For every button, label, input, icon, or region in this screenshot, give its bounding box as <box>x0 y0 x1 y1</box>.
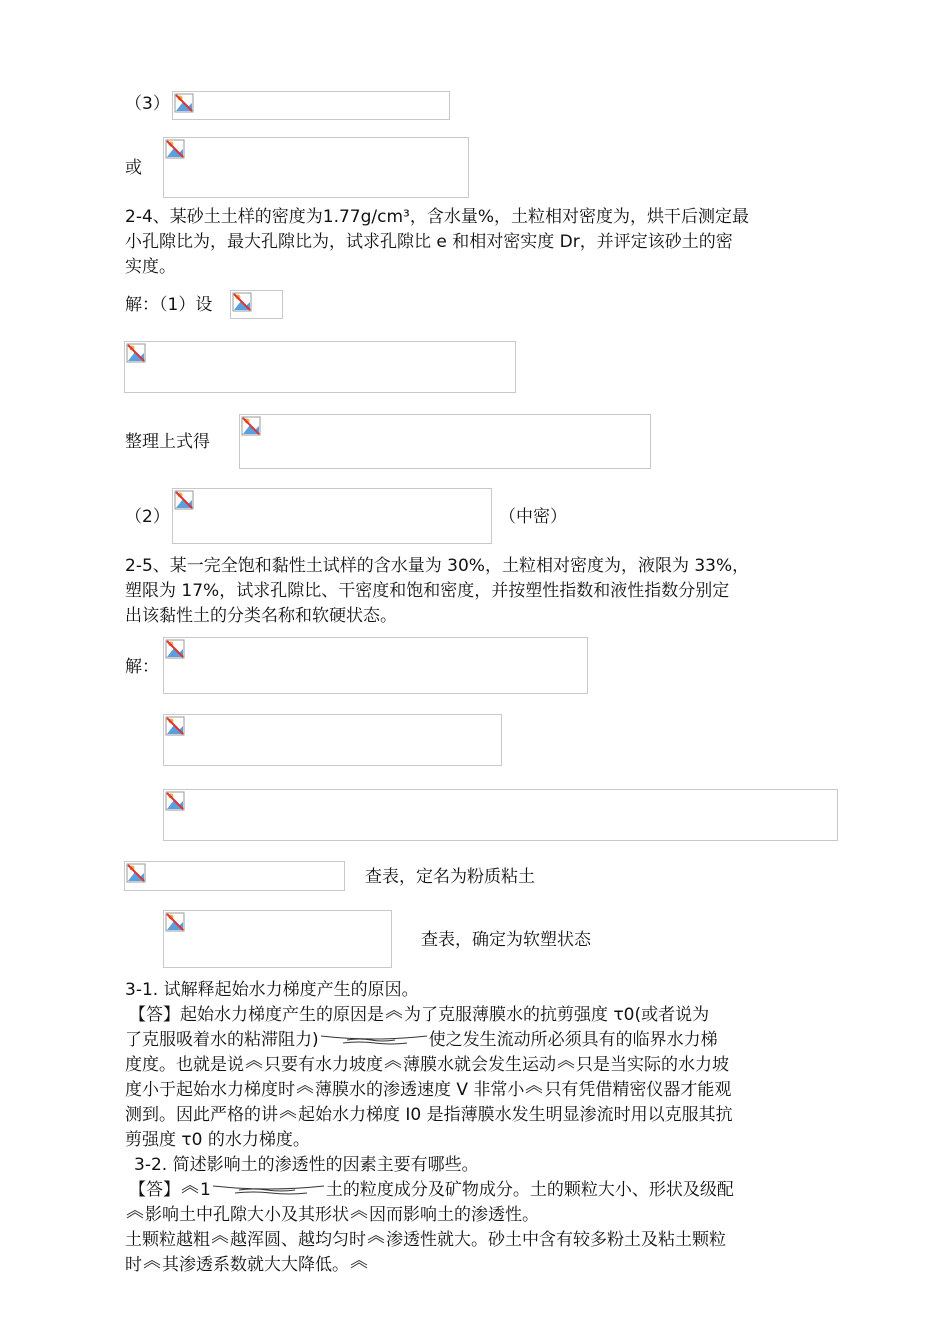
result-label: （中密） <box>499 507 567 527</box>
formula-image <box>239 414 651 469</box>
broken-image-icon <box>165 639 185 659</box>
q3-1-answer-line: 剪强度 τ0 的水力梯度。 <box>125 1130 310 1150</box>
wave-mark-icon <box>142 1260 162 1270</box>
formula-image <box>124 861 345 891</box>
broken-image-icon <box>126 863 146 883</box>
lookup-classification: 查表，定名为粉质粘土 <box>365 867 535 887</box>
q3-1-answer-line: 了克服吸着水的粘滞阻力) 使之发生流动所必须具有的临界水力梯 <box>125 1030 718 1050</box>
broken-image-icon <box>165 716 185 736</box>
wave-line-icon <box>319 1033 429 1047</box>
q3-2-answer-line: 【答】 1 土的粒度成分及矿物成分。土的颗粒大小、形状及级配 <box>129 1180 734 1200</box>
q2-4-line: 2-4、某砂土土样的密度为1.77g/cm³，含水量%，土粒相对密度为，烘干后测定最 <box>125 207 750 227</box>
formula-image <box>124 341 516 393</box>
wave-mark-icon <box>366 1235 386 1245</box>
wave-mark-icon <box>556 1060 576 1070</box>
wave-mark-icon <box>383 1060 403 1070</box>
q2-5-line: 2-5、某一完全饱和黏性土试样的含水量为 30%，土粒相对密度为，液限为 33%， <box>125 556 750 576</box>
q2-5-line: 塑限为 17%，试求孔隙比、干密度和饱和密度，并按塑性指数和液性指数分别定 <box>125 581 730 601</box>
or-label: 或 <box>125 158 142 178</box>
solution-label: 解： <box>125 657 159 677</box>
formula-image <box>163 137 469 198</box>
part2-label: （2） <box>125 507 170 527</box>
wave-mark-icon <box>180 1185 200 1195</box>
rearrange-label: 整理上式得 <box>125 432 210 452</box>
wave-mark-icon <box>349 1210 369 1220</box>
solution-label: 解：（1）设 <box>125 295 213 315</box>
q3-1-answer-line: 度度。也就是说 只要有水力坡度 薄膜水就会发生运动 只是当实际的水力坡 <box>125 1055 729 1075</box>
formula-image <box>163 637 588 694</box>
part3-label: （3） <box>125 94 170 114</box>
broken-image-icon <box>174 93 194 113</box>
wave-line-icon <box>211 1183 326 1197</box>
formula-image <box>163 714 502 766</box>
wave-mark-icon <box>524 1085 544 1095</box>
wave-mark-icon <box>295 1085 315 1095</box>
wave-mark-icon <box>349 1260 369 1270</box>
broken-image-icon <box>165 139 185 159</box>
wave-mark-icon <box>278 1110 298 1120</box>
wave-mark-icon <box>210 1235 230 1245</box>
lookup-state: 查表，确定为软塑状态 <box>421 930 591 950</box>
q3-1-answer-line: 【答】起始水力梯度产生的原因是 为了克服薄膜水的抗剪强度 τ0(或者说为 <box>129 1005 710 1025</box>
q2-4-line: 小孔隙比为，最大孔隙比为，试求孔隙比 e 和相对密实度 Dr，并评定该砂土的密 <box>125 232 733 252</box>
q2-5-line: 出该黏性土的分类名称和软硬状态。 <box>125 606 397 626</box>
q3-1-answer-line: 测到。因此严格的讲 起始水力梯度 I0 是指薄膜水发生明显渗流时用以克服其抗 <box>125 1105 733 1125</box>
q3-2-answer-line: 影响土中孔隙大小及其形状 因而影响土的渗透性。 <box>125 1203 539 1228</box>
q3-2-answer-line: 土颗粒越粗 越浑圆、越均匀时 渗透性就大。砂土中含有较多粉土及粘土颗粒 <box>125 1230 726 1250</box>
broken-image-icon <box>126 343 146 363</box>
formula-image <box>172 488 492 544</box>
wave-mark-icon <box>125 1210 145 1220</box>
q2-4-line: 实度。 <box>125 257 176 277</box>
q3-1-answer-line: 度小于起始水力梯度时 薄膜水的渗透速度 V 非常小 只有凭借精密仪器才能观 <box>125 1080 732 1100</box>
q3-2-answer-line: 时 其渗透系数就大大降低。 <box>125 1253 369 1278</box>
formula-image <box>230 290 283 319</box>
broken-image-icon <box>232 292 252 312</box>
formula-image <box>163 789 838 841</box>
broken-image-icon <box>165 912 185 932</box>
formula-image <box>172 91 450 120</box>
broken-image-icon <box>174 490 194 510</box>
wave-mark-icon <box>244 1060 264 1070</box>
broken-image-icon <box>165 791 185 811</box>
broken-image-icon <box>241 416 261 436</box>
formula-image <box>163 910 392 968</box>
q3-1-title: 3-1. 试解释起始水力梯度产生的原因。 <box>125 980 419 1000</box>
q3-2-title: 3-2. 简述影响土的渗透性的因素主要有哪些。 <box>134 1155 479 1175</box>
wave-mark-icon <box>384 1010 404 1020</box>
